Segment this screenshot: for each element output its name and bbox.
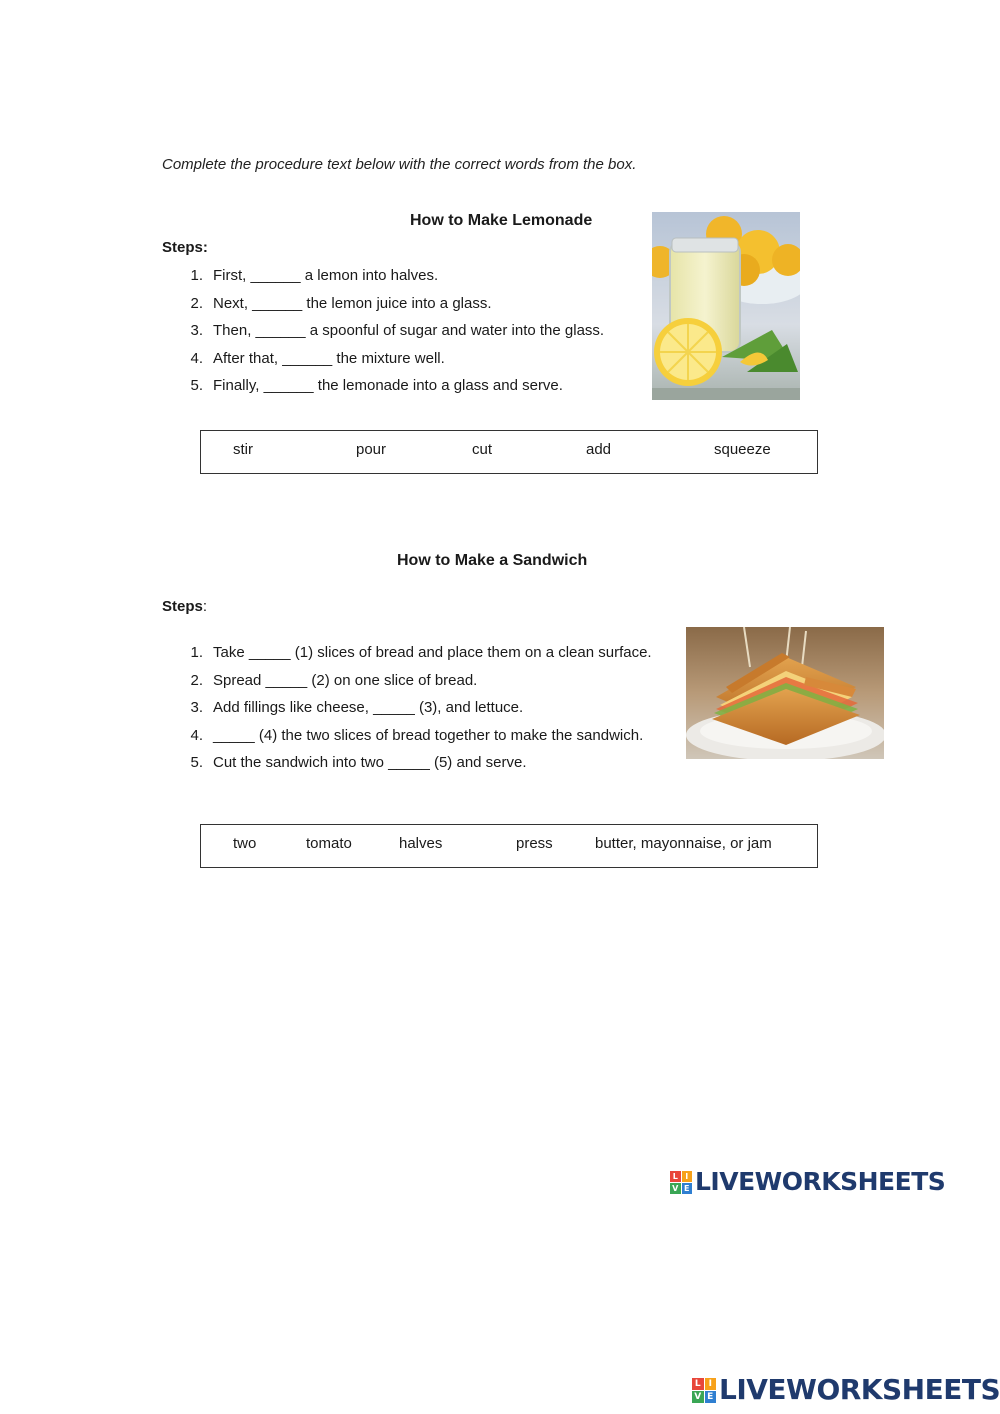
logo-letter: E (705, 1391, 717, 1403)
logo-letter: E (682, 1183, 693, 1194)
logo-text: LIVEWORKSHEETS (719, 1373, 1000, 1406)
word-bank-item: stir (233, 441, 253, 458)
liveworksheets-logo (670, 1168, 945, 1196)
step-text: Spread _____ (2) on one slice of bread. (213, 671, 478, 689)
lemonade-illustration (652, 212, 800, 400)
logo-letter: V (670, 1183, 681, 1194)
step-number: 2. (190, 294, 203, 312)
step-number: 3. (190, 699, 203, 716)
step-text: Finally, ______ the lemonade into a glass and serve. (213, 377, 563, 394)
logo-letter: L (670, 1171, 681, 1182)
lemonade-title: How to Make Lemonade (410, 212, 593, 229)
sandwich-illustration (686, 627, 884, 759)
logo-mark-icon (692, 1378, 716, 1402)
steps-label-colon: : (202, 598, 208, 615)
step-text: _____ (4) the two slices of bread together to make the sandwich. (213, 726, 644, 744)
step-number: 4. (190, 349, 203, 367)
step-number: 2. (190, 671, 203, 689)
step-number: 5. (190, 377, 203, 394)
sandwich-photo (686, 627, 884, 759)
sandwich-steps-label (162, 598, 207, 615)
step-number: 1. (190, 267, 203, 284)
word-bank-item: butter, mayonnaise, or jam (595, 835, 772, 852)
word-bank-item: cut (472, 441, 493, 458)
step-text: Take _____ (1) slices of bread and place them on a clean surface. (213, 644, 652, 661)
list-item (187, 753, 682, 781)
lemonade-steps-list (187, 266, 647, 404)
list-item (187, 349, 647, 377)
step-text: Cut the sandwich into two _____ (5) and serve. (213, 754, 527, 771)
list-item (187, 671, 682, 699)
step-text: Add fillings like cheese, _____ (3), and lettuce. (213, 699, 524, 716)
sandwich-word-bank (200, 824, 818, 868)
step-text: After that, ______ the mixture well. (213, 349, 445, 367)
logo-text: LIVEWORKSHEETS (695, 1167, 946, 1196)
lemonade-photo (652, 212, 800, 400)
list-item (187, 376, 647, 404)
sandwich-steps-list (187, 643, 682, 781)
instruction-text: Complete the procedure text below with the correct words from the box. (162, 156, 637, 173)
list-item (187, 726, 682, 754)
list-item (187, 698, 682, 726)
word-bank-item: add (586, 441, 612, 458)
step-text: Next, ______ the lemon juice into a glass. (213, 294, 492, 312)
step-text: Then, ______ a spoonful of sugar and water into the glass. (213, 322, 605, 339)
liveworksheets-logo-footer (692, 1374, 1000, 1406)
step-number: 1. (190, 644, 203, 661)
logo-letter: I (705, 1378, 717, 1390)
list-item (187, 643, 682, 671)
lemonade-word-bank (200, 430, 818, 474)
word-bank-item: tomato (306, 835, 352, 852)
word-bank-item: halves (399, 835, 443, 852)
step-number: 5. (190, 754, 203, 771)
lemonade-steps-label: Steps: (162, 239, 208, 256)
step-number: 4. (190, 726, 203, 744)
sandwich-title: How to Make a Sandwich (397, 552, 588, 569)
step-text: First, ______ a lemon into halves. (213, 267, 439, 284)
word-bank-item: squeeze (714, 441, 771, 458)
logo-letter: L (692, 1378, 704, 1390)
logo-letter: I (682, 1171, 693, 1182)
word-bank-item: two (233, 835, 257, 852)
word-bank-item: press (516, 835, 553, 852)
list-item (187, 294, 647, 322)
logo-mark-icon (670, 1171, 692, 1193)
steps-label-text: Steps (162, 598, 203, 615)
step-number: 3. (190, 322, 203, 339)
logo-letter: V (692, 1391, 704, 1403)
list-item (187, 266, 647, 294)
word-bank-item: pour (356, 441, 387, 458)
list-item (187, 321, 647, 349)
